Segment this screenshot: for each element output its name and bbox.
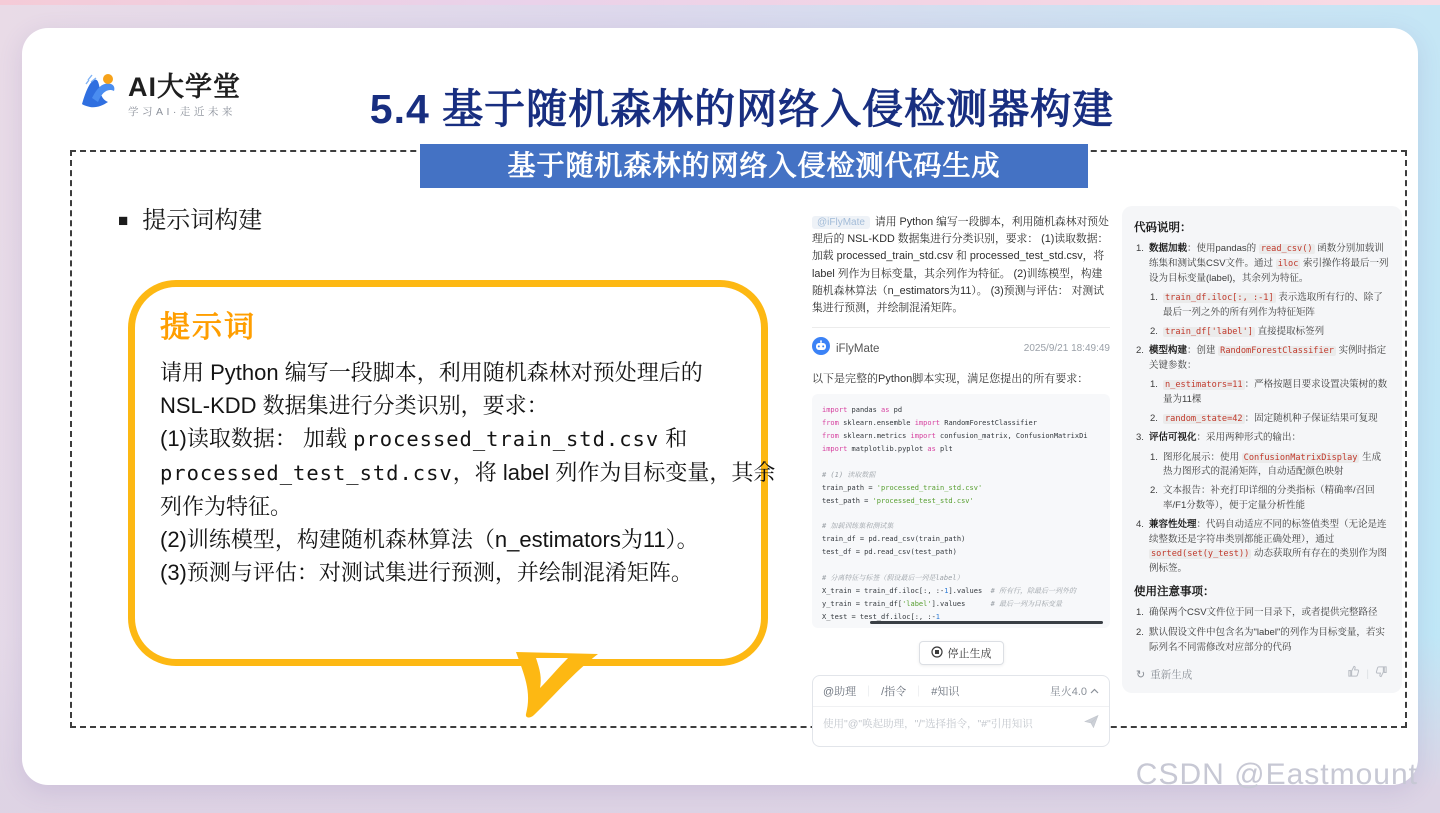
text-segment: 数据加载 (1149, 243, 1188, 254)
code-lines (822, 404, 1102, 623)
text-segment: as (881, 406, 890, 415)
stop-icon (931, 646, 943, 661)
text-segment: processed_train_std.csv (353, 427, 660, 451)
ai-academy-logo-icon (78, 72, 120, 117)
list-number: 2. (1150, 325, 1158, 337)
user-message-text: 请用 Python 编写一段脚本，利用随机森林对预处理后的 NSL-KDD 数据集进行分类识别，要求： (1)读取数据： 加载 processed_train_std.csv 和 processed_test_std.csv，将 label 列作为目标变量，其余列作为特征。 (2)训练模型，构建随机森林算法（n_estimators为11）。 (3)预测与评估： 对测试集进行预测，并绘制混淆矩阵。 (812, 216, 1109, 315)
list-number: 2. (1136, 626, 1144, 638)
text-segment: train_path = (822, 483, 877, 492)
command-chip[interactable]: /指令 (881, 686, 907, 699)
explanation-item (1136, 606, 1390, 621)
list-number: 1. (1136, 606, 1144, 618)
explanation-item (1136, 242, 1390, 286)
text-segment: plt (935, 444, 953, 453)
text-segment: 动态获取所有存在的类别作为图例标签。 (1149, 548, 1387, 575)
refresh-icon: ↻ (1136, 668, 1146, 681)
text-segment: (1)读取数据： 加载 (160, 426, 354, 451)
top-accent-strip (0, 0, 1440, 5)
text-segment: sklearn.ensemble (838, 419, 915, 428)
prompt-speech-bubble (128, 280, 776, 666)
text-segment: read_csv() (1260, 244, 1313, 254)
text-segment: random_state=42 (1165, 413, 1243, 424)
list-number: 2. (1150, 412, 1158, 424)
mention-tag: @iFlyMate (812, 216, 870, 229)
text-segment: 模型构建 (1149, 344, 1188, 356)
model-selector[interactable] (1050, 683, 1099, 699)
code-line (822, 404, 1102, 417)
assistant-chip[interactable]: @助理 (823, 686, 857, 699)
code-line (822, 507, 1102, 520)
text-segment: ：代码自动适应不同的标签值类型（无论是连续整数还是字符串类别都能正确处理），通过 (1149, 518, 1387, 545)
code-line (822, 482, 1102, 495)
text-segment: 代码说明： (1134, 222, 1192, 234)
model-name: 星火4.0 (1049, 686, 1087, 699)
logo-title: AI大学堂 (128, 72, 241, 102)
text-segment: processed_test_std.csv (160, 461, 453, 485)
text-segment: 确保两个CSV文件位于同一目录下，或者提供完整路径 (1149, 606, 1378, 618)
divider (812, 327, 1110, 328)
explanation-item (1150, 291, 1390, 321)
regenerate-label: 重新生成 (1150, 668, 1193, 681)
explanation-item (1150, 325, 1390, 340)
code-line (822, 520, 1102, 533)
logo (78, 72, 241, 119)
text-segment: ：创建 (1187, 344, 1219, 356)
text-segment: 表示选取所有行的、除了最后一列之外的所有列作为特征矩阵 (1163, 292, 1383, 319)
bubble-text-line (160, 490, 736, 523)
text-segment: import (822, 406, 848, 415)
text-segment: sorted(set(y_test)) (1151, 549, 1250, 560)
text-segment: 实例时指定关键参数： (1149, 344, 1387, 371)
bullet-heading (118, 200, 262, 235)
explanation-footer (1134, 661, 1390, 685)
text-segment: NSL-KDD 数据集进行分类识别，要求： (160, 393, 549, 418)
prompt-bubble-body (160, 356, 776, 589)
thumbs-up-icon[interactable] (1347, 665, 1360, 683)
thumbs-down-icon[interactable] (1375, 665, 1388, 683)
explanation-item (1136, 626, 1390, 655)
explanation-item (1136, 431, 1390, 446)
text-segment: ：采用两种形式的输出： (1196, 431, 1302, 443)
text-segment: X_test = test_df.iloc[:, :- (822, 612, 936, 621)
text-segment: test_path = (822, 496, 873, 505)
stop-generating-label: 停止生成 (947, 648, 992, 661)
text-segment: confusion_matrix, ConfusionMatrixDi (935, 432, 1088, 441)
text-segment: train_df['label'] (1165, 326, 1253, 337)
text-segment: 1 (935, 612, 941, 621)
bubble-text-line (160, 456, 776, 490)
code-line (822, 443, 1102, 456)
text-segment: pandas (847, 406, 882, 415)
text-segment: 1 (944, 586, 949, 595)
horizontal-scrollbar[interactable] (870, 621, 1103, 624)
explanation-item (1150, 484, 1390, 514)
code-explanation-panel (1122, 206, 1402, 693)
user-message (812, 214, 1110, 317)
chat-input-box (812, 675, 1110, 747)
message-timestamp: 2025/9/21 18:49:49 (1023, 343, 1110, 355)
text-segment: train_df.iloc[:, :-1] (1165, 293, 1274, 304)
text-segment: 函数分别加载训练集和测试集CSV文件。通过 (1149, 243, 1384, 269)
text-segment: ：严格按题目要求设置决策树的数量为11棵 (1163, 379, 1388, 406)
text-segment: (2)训练模型，构建随机森林算法（n_estimators为11）。 (160, 527, 699, 552)
code-line (822, 469, 1102, 482)
text-segment: # 所有行，除最后一列外的 (990, 586, 1077, 595)
text-segment: import (822, 444, 848, 453)
chip-separator: ｜ (913, 686, 925, 699)
text-segment: import (914, 419, 941, 428)
explanation-heading (1134, 219, 1390, 235)
code-line (822, 456, 1102, 469)
text-segment: 请用 Python 编写一段脚本，利用随机森林对预处理后的 (160, 360, 703, 385)
text-segment: import (910, 432, 936, 441)
explanation-item (1136, 518, 1390, 577)
explanation-heading (1134, 583, 1390, 599)
logo-subtitle: 学习AI·走近未来 (128, 106, 236, 118)
text-segment: 索引操作将最后一列设为目标变量(label)，其余列为特征。 (1149, 257, 1389, 284)
explanation-item (1150, 378, 1390, 408)
text-segment: 直接提取标签列 (1254, 325, 1325, 337)
slide-card (22, 28, 1418, 785)
text-segment: 'processed_test_std.csv' (872, 496, 974, 505)
text-segment: ：固定随机种子保证结果可复现 (1244, 412, 1378, 424)
text-segment: 文本报告：补充打印详细的分类指标（精确率/召回率/F1分数等），便于定量分析性能 (1163, 485, 1375, 511)
explanation-item (1150, 412, 1390, 427)
chevron-up-icon (1090, 685, 1099, 697)
list-number: 1. (1150, 292, 1158, 304)
knowledge-chip[interactable]: #知识 (931, 686, 960, 699)
bubble-text-line (160, 356, 736, 389)
text-segment: RandomForestClassifier (1220, 345, 1334, 356)
icon-separator: | (1366, 668, 1369, 680)
bubble-text-line (160, 523, 736, 556)
text-segment: 'processed_train_std.csv' (876, 483, 983, 492)
text-segment: # 最后一列为目标变量 (990, 599, 1063, 608)
bubble-text-line (160, 389, 736, 422)
text-segment: ，将 label 列作为目标变量，其余 (452, 460, 776, 485)
text-segment: ConfusionMatrixDisplay (1243, 452, 1358, 463)
text-segment: matplotlib.pyplot (847, 444, 928, 453)
code-line (822, 417, 1102, 430)
code-line (822, 598, 1102, 611)
list-number: 4. (1136, 518, 1144, 530)
text-segment: from (822, 419, 839, 428)
square-bullet-icon: ■ (118, 211, 129, 230)
robot-avatar-icon (812, 337, 830, 360)
text-segment: 兼容性处理 (1149, 518, 1197, 530)
text-segment: 默认假设文件中包含名为"label"的列作为目标变量，若实际列名不同需修改对应部分的代码 (1149, 626, 1385, 653)
text-segment: 使用注意事项： (1134, 585, 1215, 598)
text-segment: pd (889, 406, 903, 415)
text-segment: n_estimators=11 (1165, 380, 1243, 391)
explanation-item (1136, 344, 1390, 374)
text-segment: from (822, 432, 839, 441)
stop-generating-button[interactable] (919, 641, 1004, 665)
code-line (822, 559, 1102, 572)
text-segment: 和 (659, 426, 688, 451)
text-segment: test_df = pd.read_csv(test_path) (822, 548, 957, 557)
text-segment: 评估可视化 (1149, 431, 1197, 443)
text-segment: ].values (948, 586, 991, 595)
text-segment: # 分离特征与标签（假设最后一列是label） (822, 574, 964, 582)
text-segment: 'label' (902, 599, 932, 608)
text-segment: (3)预测与评估：对测试集进行预测，并绘制混淆矩阵。 (160, 560, 693, 585)
watermark: CSDN @Eastmount (1135, 758, 1418, 791)
chat-screenshot-panel (812, 214, 1110, 747)
code-line (822, 430, 1102, 443)
message-input[interactable] (823, 718, 1084, 730)
section-banner: 基于随机森林的网络入侵检测代码生成 (420, 144, 1088, 188)
code-line (822, 495, 1102, 508)
text-segment: ].values (931, 599, 991, 608)
text-segment: # (1) 读取数据 (822, 470, 876, 479)
text-segment: iloc (1277, 258, 1299, 269)
assistant-reply-intro: 以下是完整的Python脚本实现，满足您提出的所有要求： (812, 373, 1089, 386)
text-segment: sklearn.metrics (838, 432, 911, 441)
list-number: 2. (1136, 344, 1144, 356)
text-segment: as (927, 444, 936, 453)
code-block (812, 394, 1110, 628)
regenerate-button[interactable] (1136, 667, 1192, 682)
assistant-header-row (812, 337, 1110, 360)
text-segment: X_train = train_df.iloc[:, :- (822, 586, 945, 595)
speech-bubble-tail (502, 652, 612, 732)
prompt-bubble-title: 提示词 (160, 311, 256, 344)
text-segment: train_df = pd.read_csv(train_path) (822, 535, 966, 544)
bubble-text-line (160, 556, 736, 589)
text-segment: ：使用pandas的 (1187, 243, 1259, 254)
code-line (822, 546, 1102, 559)
chip-separator: ｜ (863, 686, 875, 699)
page-title: 5.4 基于随机森林的网络入侵检测器构建 (369, 86, 1115, 132)
text-segment: 图形化展示：使用 (1163, 451, 1242, 463)
input-toolbar (813, 676, 1109, 707)
explanation-content (1134, 219, 1390, 655)
assistant-name: iFlyMate (836, 342, 880, 355)
text-segment: RandomForestClassifier (940, 419, 1037, 428)
explanation-item (1150, 451, 1390, 481)
list-number: 1. (1150, 379, 1158, 391)
code-line (822, 572, 1102, 585)
list-number: 1. (1150, 451, 1158, 463)
bullet-heading-label: 提示词构建 (142, 207, 263, 234)
code-line (822, 533, 1102, 546)
text-segment: 生成热力图形式的混淆矩阵，自动适配颜色映射 (1163, 451, 1382, 478)
list-number: 1. (1136, 243, 1144, 254)
text-segment: # 加载训练集和测试集 (822, 522, 894, 531)
text-segment: 列作为特征。 (160, 494, 293, 519)
bubble-text-line (160, 422, 736, 456)
send-icon[interactable] (1084, 715, 1099, 733)
text-segment: y_train = train_df[ (822, 599, 903, 608)
list-number: 2. (1150, 485, 1158, 497)
list-number: 3. (1136, 431, 1144, 443)
code-line (822, 585, 1102, 598)
